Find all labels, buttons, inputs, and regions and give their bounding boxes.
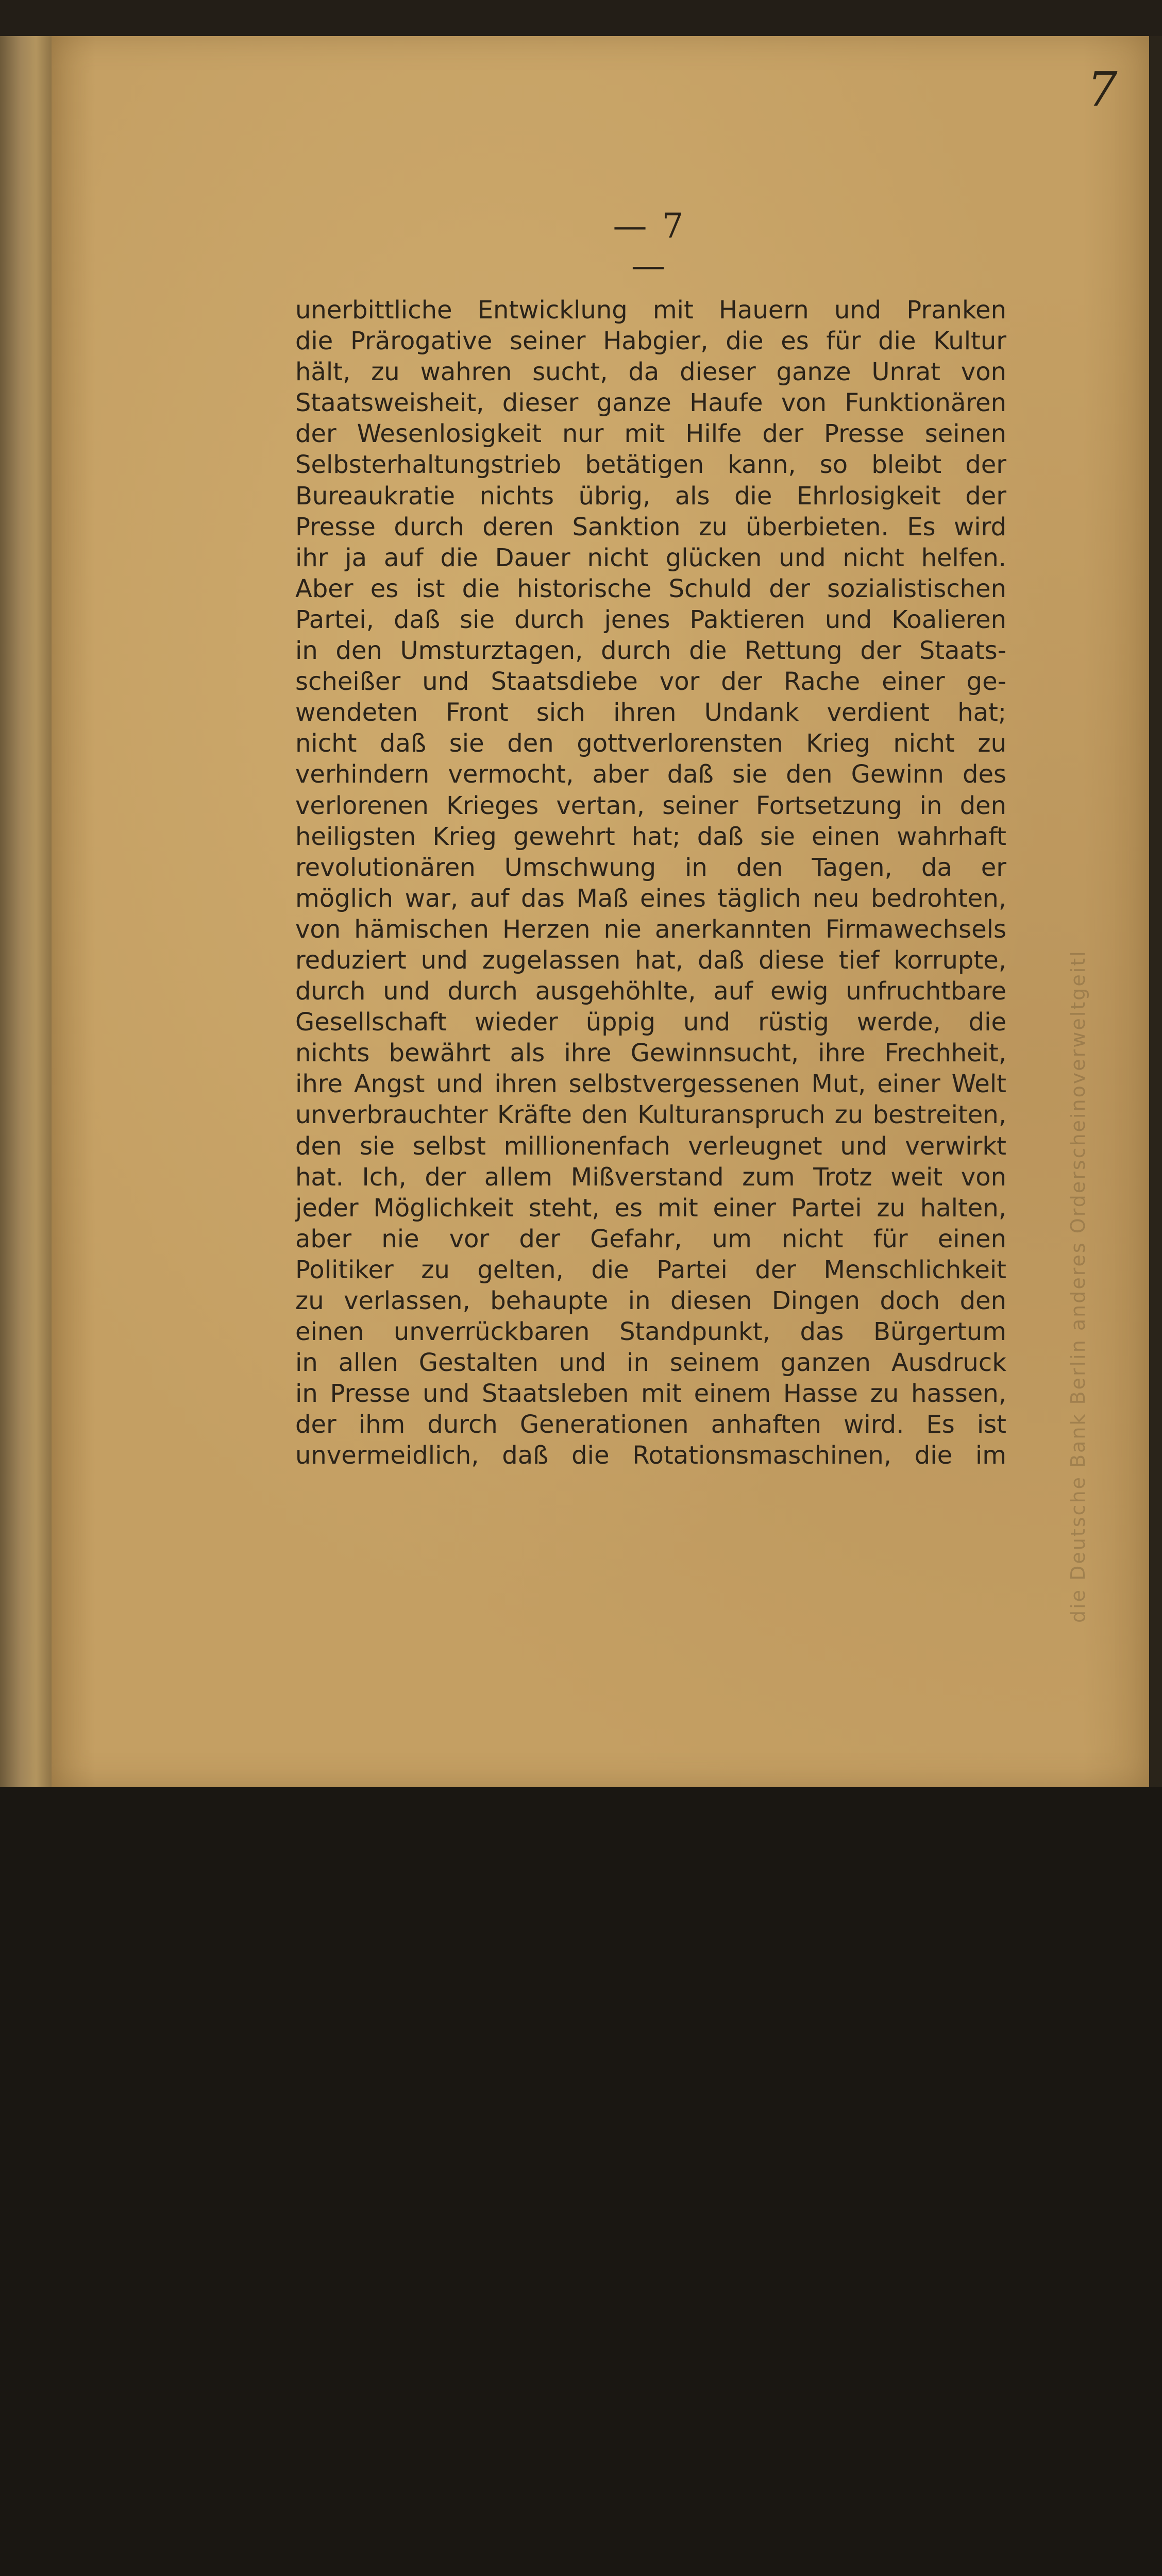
text-line: hält, zu wahren sucht, da dieser ganze Unrat von: [295, 358, 1006, 387]
text-line: in den Umsturztagen, durch die Rettung der Staats-: [295, 636, 1006, 666]
text-line: der Wesenlosigkeit nur mit Hilfe der Presse seinen: [295, 419, 1006, 449]
printed-page-number: — 7 —: [613, 206, 686, 285]
text-line: Partei, daß sie durch jenes Paktieren und Koalieren: [295, 605, 1006, 634]
text-line: unerbittliche Entwicklung mit Hauern und Pranken: [295, 296, 1006, 325]
text-line: heiligsten Krieg gewehrt hat; daß sie einen wahrhaft: [295, 822, 1006, 851]
text-line: nichts bewährt als ihre Gewinnsucht, ihre Frechheit,: [295, 1039, 1006, 1068]
text-line: der ihm durch Generationen anhaften wird. Es ist: [295, 1410, 1006, 1439]
text-line: verlorenen Krieges vertan, seiner Fortsetzung in den: [295, 791, 1006, 820]
text-line: den sie selbst millionenfach verleugnet und verwirkt: [295, 1131, 1006, 1161]
handwritten-page-number: 7: [1087, 62, 1118, 117]
text-line: wendeten Front sich ihren Undank verdient hat;: [295, 698, 1006, 727]
text-line: Bureaukratie nichts übrig, als die Ehrlosigkeit der: [295, 481, 1006, 511]
text-line: Gesellschaft wieder üppig und rüstig werde, die: [295, 1008, 1006, 1037]
scan-top-edge: [0, 0, 1162, 36]
text-line: hat. Ich, der allem Mißverstand zum Trotz weit von: [295, 1162, 1006, 1192]
text-line: Selbsterhaltungstrieb betätigen kann, so bleibt der: [295, 450, 1006, 480]
text-line: nicht daß sie den gottverlorensten Krieg nicht zu: [295, 729, 1006, 758]
text-line: die Prärogative seiner Habgier, die es für die Kultur: [295, 327, 1006, 356]
text-line: Presse durch deren Sanktion zu überbieten. Es wird: [295, 512, 1006, 541]
text-line: einen unverrückbaren Standpunkt, das Bürgertum: [295, 1317, 1006, 1347]
text-line: zu verlassen, behaupte in diesen Dingen doch den: [295, 1286, 1006, 1315]
book-spine: [0, 36, 52, 1787]
text-line: verhindern vermocht, aber daß sie den Gewinn des: [295, 760, 1006, 789]
text-line: reduziert und zugelassen hat, daß diese tief korrupte,: [295, 945, 1006, 975]
text-line: Staatsweisheit, dieser ganze Haufe von Funktionären: [295, 388, 1006, 418]
text-line: jeder Möglichkeit steht, es mit einer Partei zu halten,: [295, 1193, 1006, 1223]
text-line: scheißer und Staatsdiebe vor der Rache einer ge-: [295, 667, 1006, 697]
text-line: möglich war, auf das Maß eines täglich neu bedrohten,: [295, 884, 1006, 913]
text-line: Aber es ist die historische Schuld der sozialistischen: [295, 574, 1006, 603]
text-line: von hämischen Herzen nie anerkannten Firmawechsels: [295, 914, 1006, 944]
text-line: Politiker zu gelten, die Partei der Menschlichkeit: [295, 1255, 1006, 1284]
bleed-through-text: die Deutsche Bank Berlin anderes Orderscheinoverweltgeitl: [1067, 950, 1089, 1623]
text-line: aber nie vor der Gefahr, um nicht für einen: [295, 1224, 1006, 1253]
text-line: revolutionären Umschwung in den Tagen, da er: [295, 853, 1006, 882]
text-line: unvermeidlich, daß die Rotationsmaschinen, die im: [295, 1441, 1006, 1470]
text-line: ihre Angst und ihren selbstvergessenen Mut, einer Welt: [295, 1070, 1006, 1099]
text-line: ihr ja auf die Dauer nicht glücken und nicht helfen.: [295, 543, 1006, 572]
text-line: durch und durch ausgehöhlte, auf ewig unfruchtbare: [295, 977, 1006, 1006]
text-line: in allen Gestalten und in seinem ganzen Ausdruck: [295, 1348, 1006, 1378]
body-text: [295, 295, 1006, 1471]
text-line: unverbrauchter Kräfte den Kulturanspruch zu bestreiten,: [295, 1100, 1006, 1130]
text-line: in Presse und Staatsleben mit einem Hasse zu hassen,: [295, 1379, 1006, 1409]
